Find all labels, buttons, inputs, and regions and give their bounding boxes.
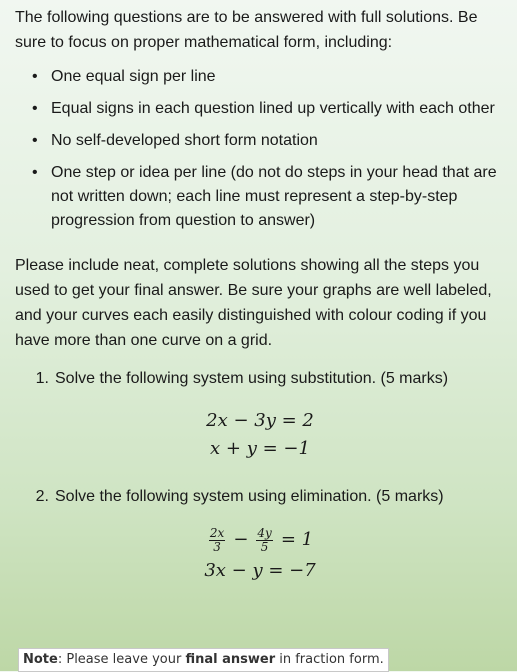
equation: 3x − y = −7	[204, 560, 316, 581]
rule-item: • One equal sign per line	[15, 65, 505, 89]
question-number: 2.	[35, 488, 49, 505]
question-text: Solve the following system using elimination. (5 marks)	[55, 488, 444, 505]
rule-item: • Equal signs in each question lined up vertically with each other	[15, 97, 505, 121]
fraction-denominator: 3	[213, 539, 221, 554]
equation-rhs: = 1	[280, 529, 314, 550]
question-1	[15, 367, 505, 463]
equation	[207, 523, 313, 557]
questions-list	[15, 367, 505, 585]
question-text: Solve the following system using substitution. (5 marks)	[55, 370, 449, 387]
question-content	[15, 5, 505, 585]
question-number: 1.	[35, 370, 49, 387]
form-rules-list	[15, 65, 505, 233]
note-emphasis: final answer	[185, 652, 276, 667]
note-text-pre: : Please leave your	[57, 652, 186, 667]
equation: x + y = −1	[210, 438, 310, 459]
note-text-post: in fraction form.	[275, 652, 384, 667]
instructions-text: Please include neat, complete solutions showing all the steps you used to get your final answer. Be sure your graphs are well labeled, and your curves each easily distinguished with colour coding if you have more than one curve on a grid.	[15, 257, 492, 349]
equation: 2x − 3y = 2	[206, 410, 314, 431]
note-label: Note	[23, 652, 58, 667]
equation-system-2	[15, 523, 505, 585]
fraction	[256, 527, 272, 554]
intro-text: The following questions are to be answered with full solutions. Be sure to focus on proper mathematical form, including:	[15, 9, 478, 51]
question-2	[15, 485, 505, 585]
equation-system-1	[15, 407, 505, 463]
rule-item: • One step or idea per line (do not do steps in your head that are not written down; each line must represent a step-by-step progression from question to answer)	[15, 161, 505, 233]
fraction-denominator: 5	[260, 539, 269, 554]
fraction-numerator: 4y	[257, 525, 272, 540]
minus-sign: −	[233, 529, 249, 550]
note-box	[18, 648, 389, 672]
fraction	[209, 527, 225, 554]
fraction-numerator: 2x	[209, 525, 225, 540]
rule-item: • No self-developed short form notation	[15, 129, 505, 153]
